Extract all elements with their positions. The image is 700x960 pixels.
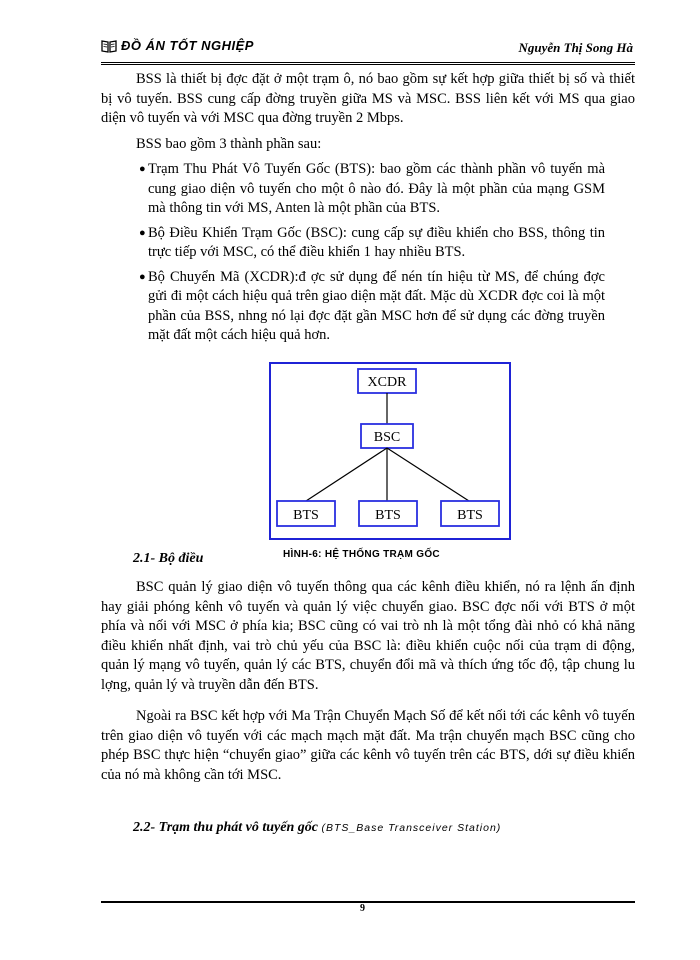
section-2-1-paragraph-2: Ngoài ra BSC kết hợp với Ma Trận Chuyển Mạch Số để kết nối tới các kênh vô tuyến trên giao diện vô tuyến với các mạch mạch mặt đất. Ma trận chuyển mạch BSC cũng cho phép BSC thực hiện “chuyển giao” giữa các kênh vô tuyến trên các BTS, dới sự điều khiển của nó mà không cần tới MSC.	[101, 708, 635, 783]
bsc-bts-connector-3	[387, 448, 469, 501]
component-list	[101, 160, 635, 346]
section-2-1-body	[101, 578, 635, 785]
header-author-name: Nguyễn Thị Song Hà	[518, 40, 633, 55]
section-2-1-paragraph-1: BSC quản lý giao diện vô tuyến thông qua các kênh điều khiển, nó ra lệnh ấn định hay giải phóng kênh vô tuyến và quản lý việc chuyển giao. BSC đợc nối với BTS ở một phía và nối với MSC ở phía kia; BSC cũng có vai trò nh là một tổng đài nhỏ có khả năng điều khiển nhất định, vai trò chủ yếu của BSC là: điều khiển cuộc nối của trạm di động, quản lý mạng vô tuyến, quản lý các BTS, chuyển đổi mã và thích ứng tốc độ, tập chung lu lợng, quản lý và truyền dẫn đến BTS.	[101, 579, 635, 693]
section-2-1-heading: 2.1- Bộ điều	[133, 551, 204, 566]
component-text: Bộ Điều Khiển Trạm Gốc (BSC): cung cấp sự điều khiển cho BSS, thông tin trực tiếp với MSC, có thể điều khiển 1 hay nhiều BTS.	[148, 224, 605, 260]
intro-paragraph-2: BSS bao gồm 3 thành phần sau:	[136, 135, 322, 152]
bts-node-3-label: BTS	[457, 508, 483, 523]
bts-node-1-label: BTS	[293, 508, 319, 523]
component-text: Bộ Chuyển Mã (XCDR):đ ợc sử dụng để nén tín hiệu từ MS, để chúng đợc gửi đi một cách hiệu quả trên giao diện mặt đất. Mặc dù XCDR đợc coi là một phần của BSS, nhng nó lại đợc đặt gần MSC hơn để sử dụng các đờng truyền mặt đất một cách hiệu quả hơn.	[148, 268, 605, 343]
open-book-icon	[101, 39, 117, 53]
bsc-node-label: BSC	[373, 430, 401, 445]
section-2-2-subtitle: (BTS_Base Transceiver Station)	[321, 822, 502, 834]
header-title-group	[101, 38, 254, 53]
xcdr-node-label: XCDR	[367, 375, 407, 390]
component-item-bts	[139, 160, 635, 219]
section-2-2-title: 2.2- Trạm thu phát vô tuyến gốc	[133, 820, 318, 835]
footer-divider	[101, 901, 635, 903]
bullet-icon: ●	[139, 270, 146, 283]
bss-hierarchy-diagram	[269, 362, 511, 540]
header-document-title: ĐỒ ÁN TỐT NGHIỆP	[121, 38, 254, 53]
intro-paragraph-1: BSS là thiết bị đợc đặt ở một trạm ô, nó bao gồm sự kết hợp giữa thiết bị số và thiết bị vô tuyến. BSS cung cấp đờng truyền giữa MS và MSC. BSS liên kết với MS qua giao diện vô tuyến và với MSC qua đờng truyền 2 Mbps.	[101, 71, 635, 126]
bts-node-2-label: BTS	[375, 508, 401, 523]
component-item-bsc	[139, 224, 635, 263]
header-divider	[101, 62, 635, 65]
bullet-icon: ●	[139, 163, 146, 175]
figure-row	[133, 549, 633, 569]
bsc-bts-connector-1	[306, 448, 387, 501]
intro-section	[101, 70, 635, 351]
section-2-2-heading	[133, 820, 501, 836]
component-text: Trạm Thu Phát Vô Tuyến Gốc (BTS): bao gồm các thành phần vô tuyến mà cung giao diện vô tuyến cho một ô nào đó. Đây là một phần của mạng GSM mà thông tin với MS, Anten là một phần của BTS.	[148, 161, 605, 216]
bullet-icon: ●	[139, 226, 146, 239]
page-number: 9	[360, 903, 365, 914]
component-item-xcdr	[139, 268, 635, 346]
figure-caption: HÌNH-6: HỆ THỐNG TRẠM GỐC	[283, 549, 440, 560]
